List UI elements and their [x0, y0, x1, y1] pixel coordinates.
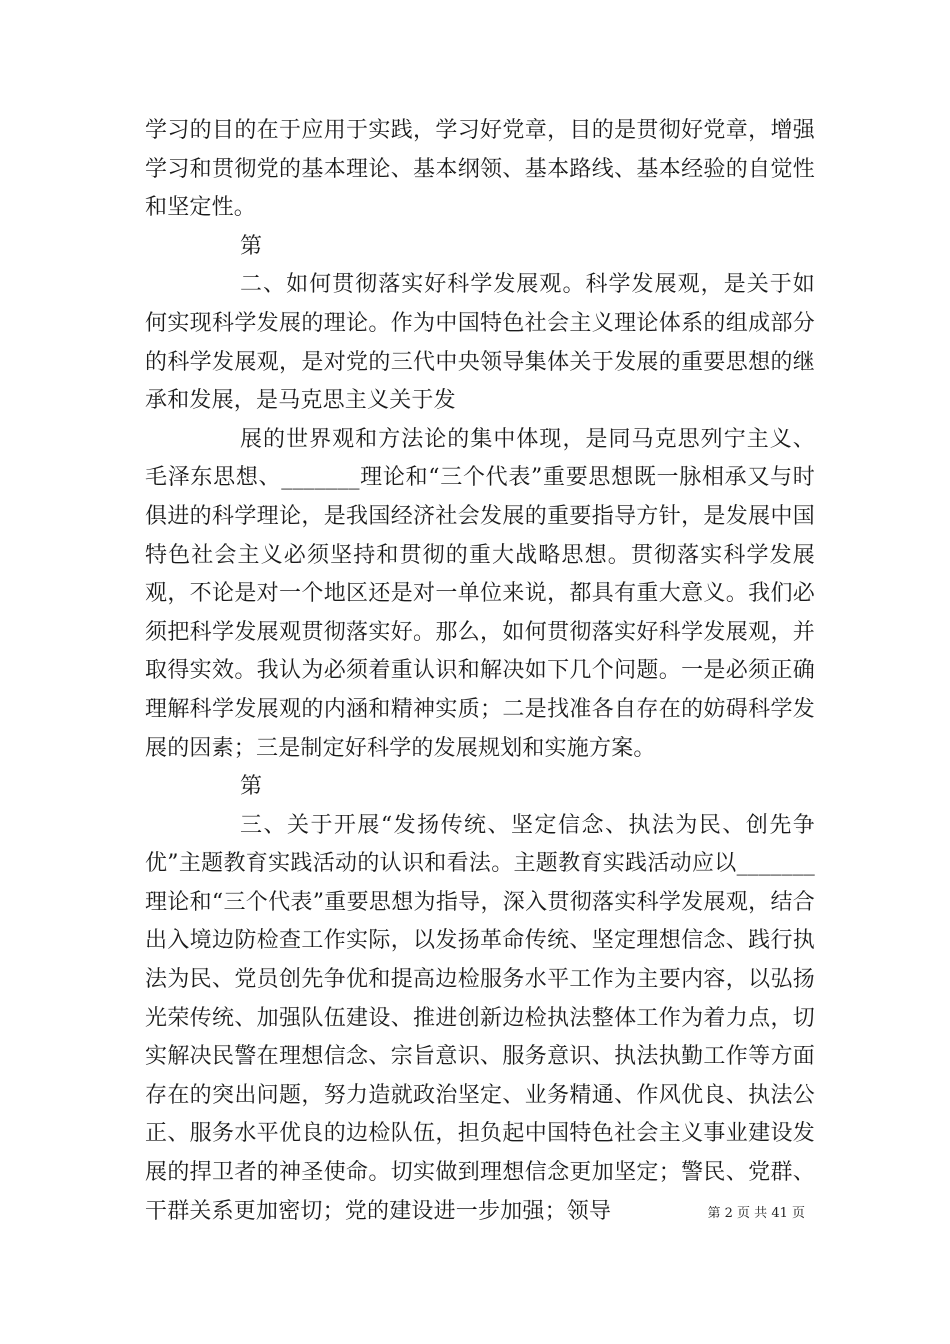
paragraph-study-purpose: 学习的目的在于应用于实践，学习好党章，目的是贯彻好党章，增强学习和贯彻党的基本理论、基本纲领、基本路线、基本经验的自觉性和坚定性。 [145, 118, 815, 221]
page-number-footer: 第 2 页 共 41 页 [707, 1206, 805, 1221]
paragraph-scientific-development: 二、如何贯彻落实好科学发展观。科学发展观，是关于如何实现科学发展的理论。作为中国特色社会主义理论体系的组成部分的科学发展观，是对党的三代中央领导集体关于发展的重要思想的继承和发展，是马克思主义关于发 [145, 272, 815, 414]
paragraph-scientific-development-cont: 展的世界观和方法论的集中体现，是同马克思列宁主义、毛泽东思想、_______理论和“三个代表”重要思想既一脉相承又与时俱进的科学理论，是我国经济社会发展的重要指导方针，是发展中国特色社会主义必须坚持和贯彻的重大战略思想。贯彻落实科学发展观，不论是对一个地区还是对一单位来说，都具有重大意义。我们必须把科学发展观贯彻落实好。那么，如何贯彻落实好科学发展观，并取得实效。我认为必须着重认识和解决如下几个问题。一是必须正确理解科学发展观的内涵和精神实质；二是找准各自存在的妨碍科学发展的因素；三是制定好科学的发展规划和实施方案。 [145, 426, 815, 761]
document-body [145, 112, 815, 1231]
paragraph-section-marker: 第 [240, 233, 263, 259]
paragraph-section-marker: 第 [240, 774, 263, 800]
paragraph-theme-education: 三、关于开展“发扬传统、坚定信念、执法为民、创先争优”主题教育实践活动的认识和看法。主题教育实践活动应以_______理论和“三个代表”重要思想为指导，深入贯彻落实科学发展观，结合出入境边防检查工作实际，以发扬革命传统、坚定理想信念、践行执法为民、党员创先争优和提高边检服务水平工作为主要内容，以弘扬光荣传统、加强队伍建设、推进创新边检执法整体工作为着力点，切实解决民警在理想信念、宗旨意识、服务意识、执法执勤工作等方面存在的突出问题，努力造就政治坚定、业务精通、作风优良、执法公正、服务水平优良的边检队伍，担负起中国特色社会主义事业建设发展的捍卫者的神圣使命。切实做到理想信念更加坚定；警民、党群、干群关系更加密切；党的建设进一步加强；领导 [145, 812, 815, 1224]
